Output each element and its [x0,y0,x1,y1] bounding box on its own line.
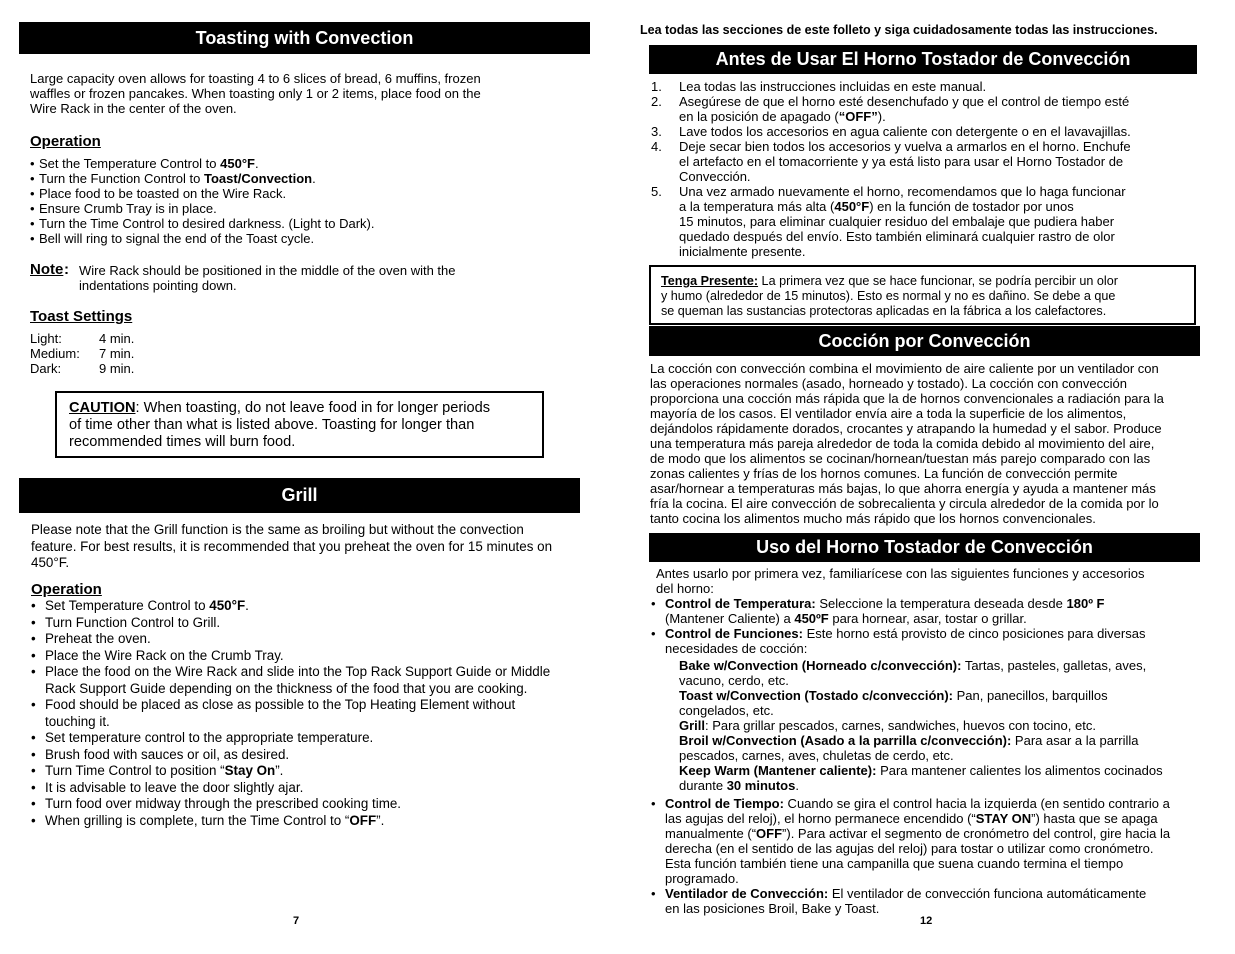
list-item: • Bell will ring to signal the end of the Toast cycle. [30,231,590,246]
list-item: • Preheat the oven. [31,631,591,648]
top-notice: Lea todas las secciones de este folleto y siga cuidadosamente todas las instrucciones. [640,23,1158,37]
coccion-title: Cocción por Convección [818,331,1031,351]
grill-intro: Please note that the Grill function is the same as broiling but without the convection feature. For best results, it is recommended that you preheat the oven for 15 minutes on 450°F. [31,522,553,570]
antes-heading-bar [649,45,1197,74]
list-item: • Place the Wire Rack on the Crumb Tray. [31,648,591,665]
list-item: • Brush food with sauces or oil, as desired. [31,747,591,764]
page-number-right: 12 [920,915,933,927]
list-item: 4. Deje secar bien todos los accesorios y vuelva a armarlos en el horno. Enchufe el artefacto en el tomacorriente y ya está listo para usar el Horno Tostador de Convección. [651,139,1131,184]
list-item: • Control de Tiempo: Cuando se gira el control hacia la izquierda (en sentido contrario a las agujas del reloj), el horno permanece encendido (“STAY ON”) hasta que se apaga manualmente (“OFF”). Para activar el segmento de cronómetro del control, gire hacia la derecha (en el sentido de las agujas del reloj) para tostar o utilizar como cronómetro. Esta función también tiene una campanilla que suena cuando termina el tiempo programado. [651,796,1221,886]
uso-intro: Antes usarlo por primera vez, familiarícese con las siguientes funciones y accesorios del horno: [656,566,1145,596]
table-row: Dark: 9 min. [30,361,135,376]
list-item: 3. Lave todos los accesorios en agua caliente con detergente o en el lavavajillas. [651,124,1131,139]
list-item: 1. Lea todas las instrucciones incluidas en este manual. [651,79,987,94]
page-number-left: 7 [293,915,300,927]
table-row: Light: 4 min. [30,331,135,346]
antes-list [651,79,1201,259]
grill-title: Grill [281,485,318,505]
list-item: 5. Una vez armado nuevamente el horno, recomendamos que lo haga funcionar a la temperatura más alta (450°F) en la función de tostador por unos 15 minutos, para eliminar cualquier residuo del embalaje que pudiera haber quedado después del envío. Esto también eliminará cualquier rastro de olor inicialmente presente. [651,184,1126,259]
list-item: • Set temperature control to the appropriate temperature. [31,730,591,747]
list-item: 2. Asegúrese de que el horno esté desenchufado y que el control de tiempo esté en la posición de apagado (“OFF”). [651,94,1130,124]
list-item: • Place food to be toasted on the Wire Rack. [30,186,590,201]
list-item: • Turn Time Control to position “Stay On”. [31,763,591,780]
list-item: • Set Temperature Control to 450°F. [31,598,591,615]
list-item: • Control de Funciones: Este horno está provisto de cinco posiciones para diversas necesidades de cocción: Bake w/Convection (Horneado c/convección): Tartas, pasteles, galletas, aves, vacuno, cerdo, etc. Toast w/Convection (Tostado c/convección): Pan, panecillos, barquillos congelados, etc. Grill: Para grillar pescados, carnes, sandwiches, huevos con tocino, etc. Broil w/Convection (Asado a la parrilla c/convección): Para asar a la parrilla pescados, carnes, aves, chuletas de cerdo, etc. Keep Warm (Mantener caliente): Para mantener calientes los alimentos cocinados durante 30 minutos. [651,626,1221,793]
list-item: • Ventilador de Convección: El ventilador de convección funciona automáticamente en las posiciones Broil, Bake y Toast. [651,886,1221,916]
caution-label: CAUTION [69,400,136,416]
list-item: • Place the food on the Wire Rack and slide into the Top Rack Support Guide or Middle Rack Support Guide depending on the thickness of the food that you are cooking. [31,664,591,697]
coccion-heading-bar [649,326,1200,356]
toasting-operation-list [30,156,590,246]
list-item: • Food should be placed as close as possible to the Top Heating Element without touching it. [31,697,591,730]
list-item: • Turn the Time Control to desired darkness. (Light to Dark). [30,216,590,231]
table-row: Medium: 7 min. [30,346,135,361]
list-item: • When grilling is complete, turn the Time Control to “OFF”. [31,813,591,830]
toast-settings-table [30,331,134,376]
tenga-presente-label: Tenga Presente: [661,274,759,288]
tenga-presente-box: Tenga Presente: La primera vez que se hace funcionar, se podría percibir un olor y humo (alrededor de 15 minutos). Esto es normal y no es dañino. Se debe a que se queman las sustancias protectoras aplicadas en la fábrica a los calefactores. [649,265,1196,325]
list-item: • Turn the Function Control to Toast/Convection. [30,171,590,186]
list-item: • Turn Function Control to Grill. [31,615,591,632]
coccion-body: La cocción con convección combina el movimiento de aire caliente por un ventilador con las operaciones normales (asado, horneado y tostado). La cocción con convección proporciona una cocción más rápida que la de hornos convencionales a radiación para la mayoría de los casos. El ventilador envía aire a toda la superficie de los alimentos, dejándolos rápidamente dorados, crocantes y atrapando la humedad y el sabor. Produce una temperatura más pareja alrededor de toda la comida debido al movimiento del aire, de modo que los alimentos se cocinan/hornean/tuestan más parejo comparado con las zonas calientes y frías de los hornos comunes. La función de convección permite asar/hornear a temperaturas más bajas, lo que ahorra energía y ayuda a mantener más fría la cocina. El aire convección de sobrecalienta y circula alrededor de la comida por lo tanto cocina los alimentos mucho más rápido que los hornos convencionales. [650,361,1164,526]
toasting-intro: Large capacity oven allows for toasting 4 to 6 slices of bread, 6 muffins, frozen waffles or frozen pancakes. When toasting only 1 or 2 items, place food on the Wire Rack in the center of the oven. [30,71,481,116]
uso-title: Uso del Horno Tostador de Convección [756,537,1093,557]
uso-heading-bar [649,533,1200,562]
list-item: • Set the Temperature Control to 450°F. [30,156,590,171]
grill-operation-list [31,598,591,829]
toasting-heading-bar [19,22,590,54]
toast-settings-heading: Toast Settings [30,308,133,325]
function-options: Bake w/Convection (Horneado c/convección): Tartas, pasteles, galletas, aves, vacuno, cerdo, etc. Toast w/Convection (Tostado c/convección): Pan, panecillos, barquillos congelados, etc. Grill: Para grillar pescados, carnes, sandwiches, huevos con tocino, etc. Broil w/Convection (Asado a la parrilla c/convección): Para asar a la parrilla pescados, carnes, aves, chuletas de cerdo, etc. Keep Warm (Mantener caliente): Para mantener calientes los alimentos cocinados durante 30 minutos. [679,658,1163,793]
toasting-title: Toasting with Convection [195,28,414,48]
caution-box: CAUTION: When toasting, do not leave food in for longer periods of time other than what is listed above. Toasting for longer than recommended times will burn food. [55,391,544,458]
list-item: • Ensure Crumb Tray is in place. [30,201,590,216]
toasting-operation-heading: Operation [30,133,101,150]
uso-list [651,596,1221,916]
list-item: • It is advisable to leave the door slightly ajar. [31,780,591,797]
antes-title: Antes de Usar El Horno Tostador de Convección [715,49,1131,69]
grill-operation-heading: Operation [31,581,102,598]
grill-heading-bar [19,478,580,513]
note-label: Note [30,261,64,278]
list-item: • Control de Temperatura: Seleccione la temperatura deseada desde 180º F (Mantener Caliente) a 450ºF para hornear, asar, tostar o grillar. [651,596,1221,626]
list-item: • Turn food over midway through the prescribed cooking time. [31,796,591,813]
